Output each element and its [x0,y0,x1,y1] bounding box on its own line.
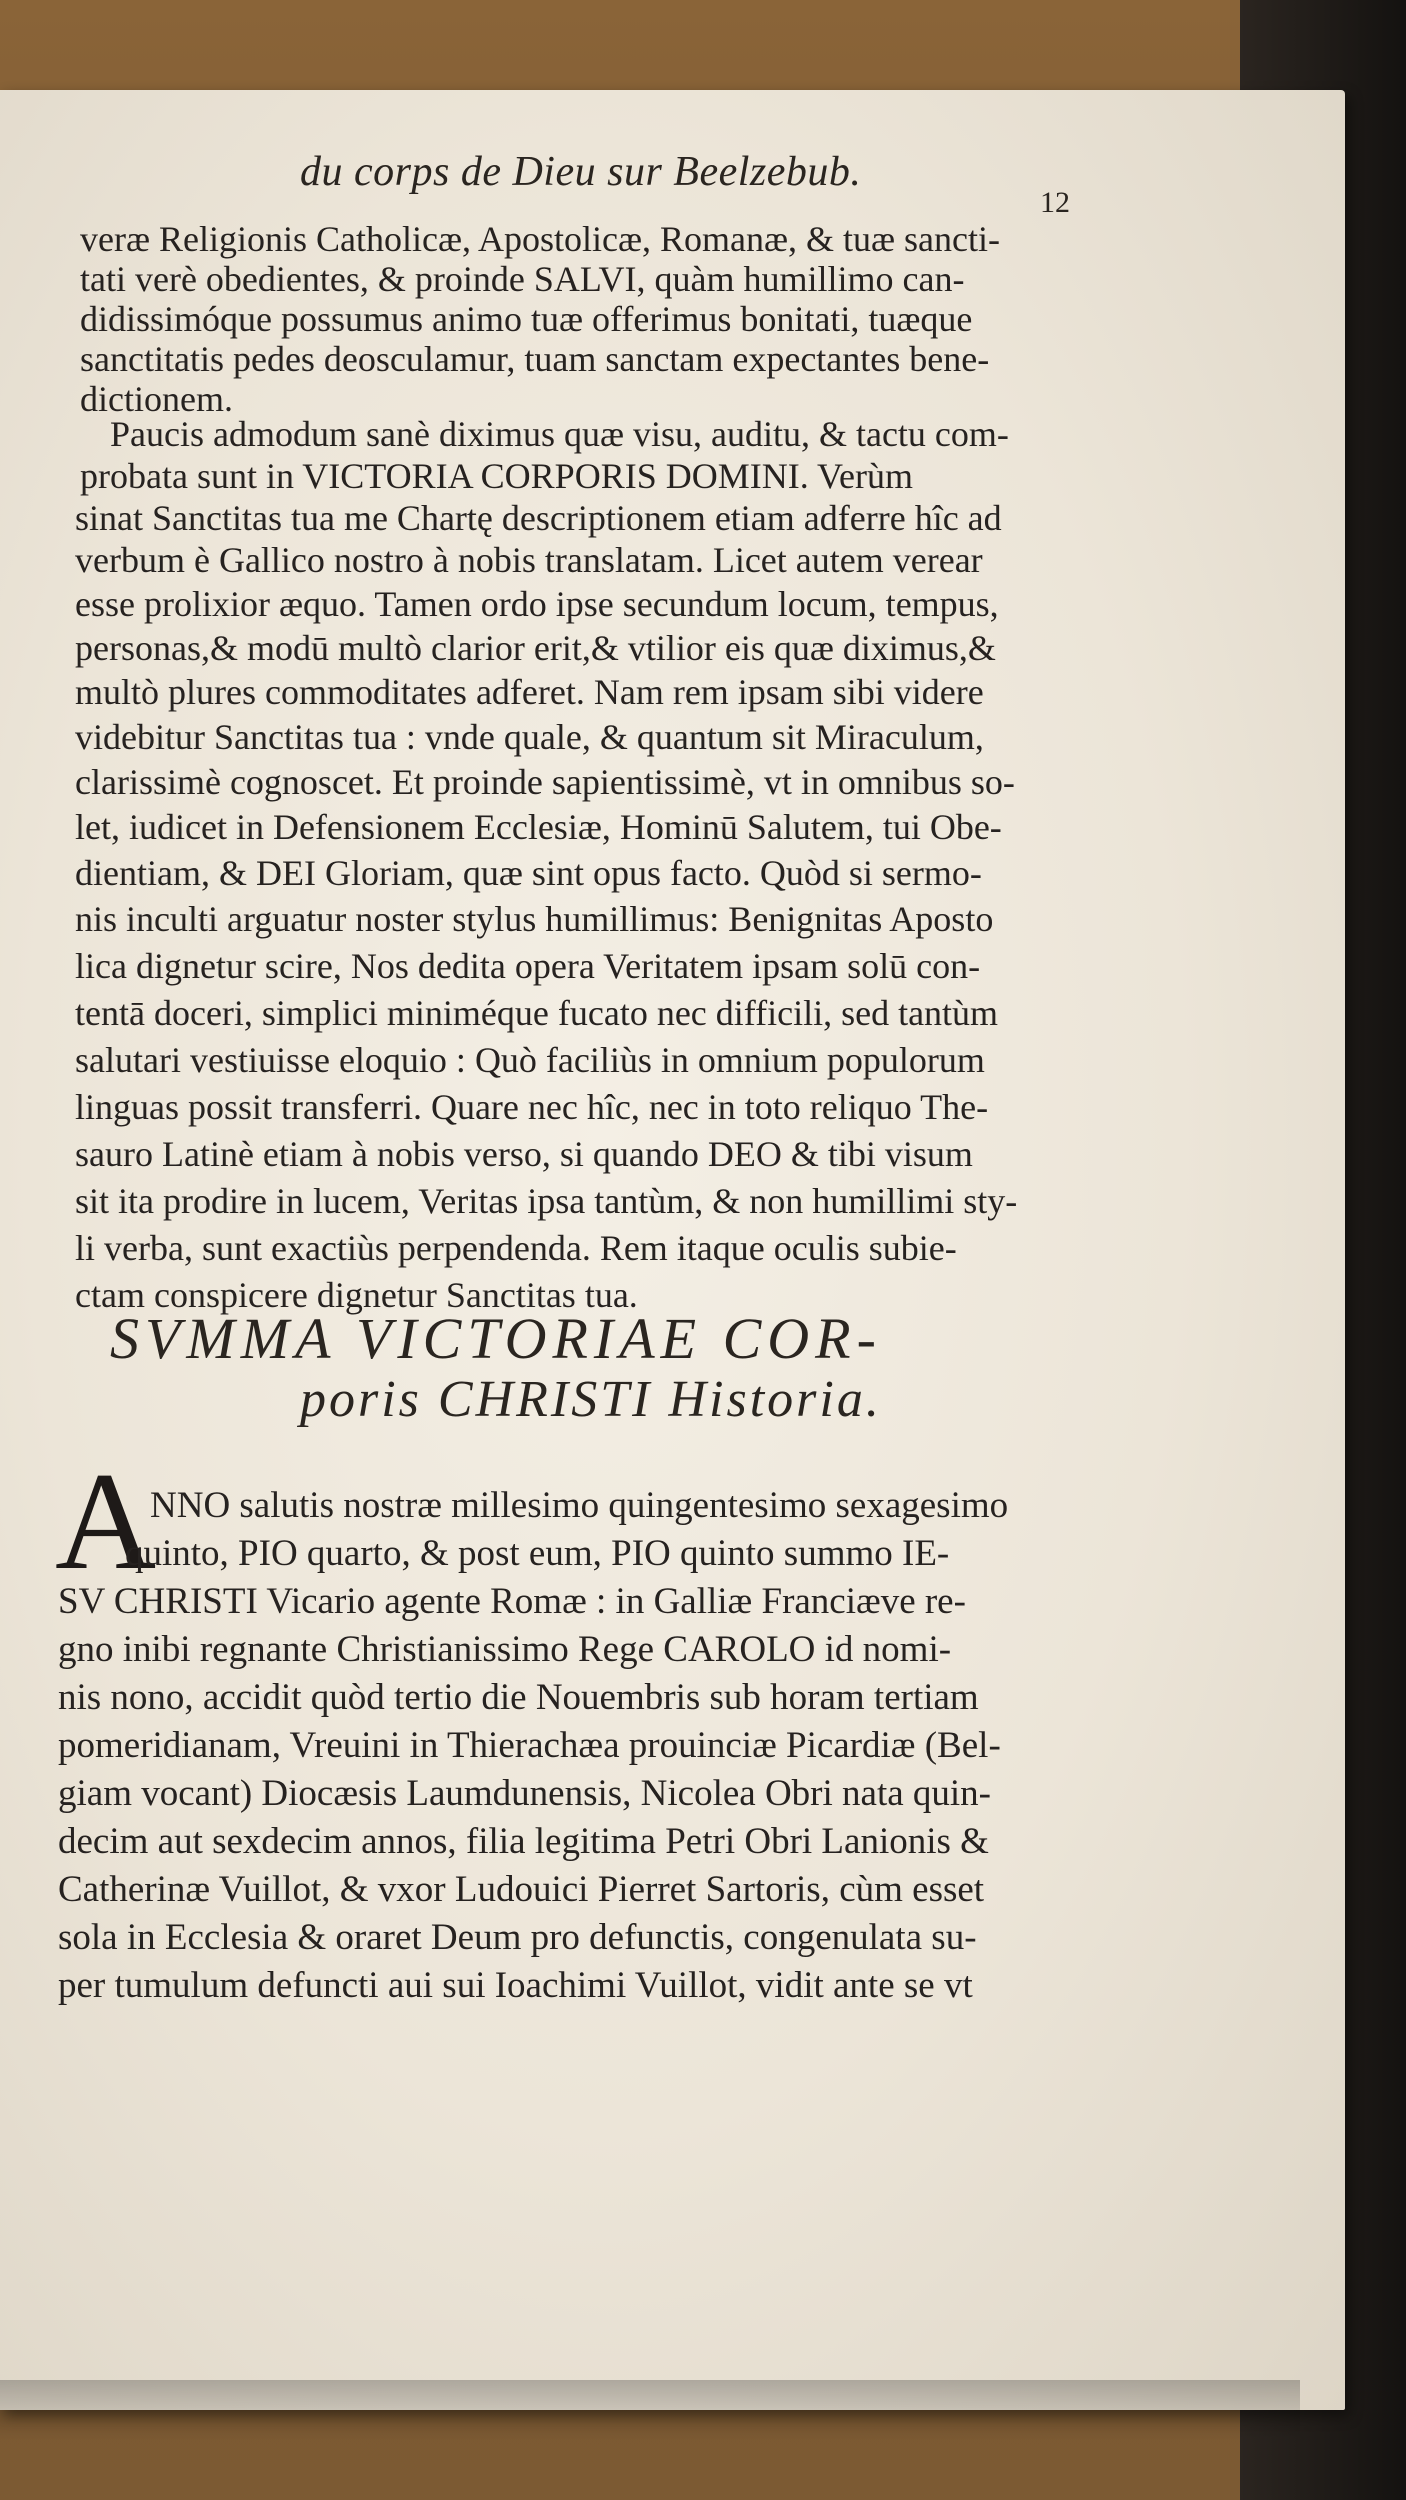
text-line: Paucis admodum sanè diximus quæ visu, auditu, & tactu com- [110,414,1009,454]
drop-cap: A [55,1444,157,1599]
text-line: linguas possit transferri. Quare nec hîc, nec in toto reliquo The- [75,1087,989,1127]
text-line: per tumulum defuncti aui sui Ioachimi Vuillot, vidit ante se vt [58,1965,973,2006]
text-line: nis nono, accidit quòd tertio die Nouembris sub horam tertiam [58,1677,979,1718]
text-line: clarissimè cognoscet. Et proinde sapientissimè, vt in omnibus so- [75,762,1015,802]
text-line: sola in Ecclesia & oraret Deum pro defunctis, congenulata su- [58,1917,977,1958]
text-line: videbitur Sanctitas tua : vnde quale, & quantum sit Miraculum, [75,717,984,757]
text-line: lica dignetur scire, Nos dedita opera Veritatem ipsam solū con- [75,946,981,986]
text-line: sit ita prodire in lucem, Veritas ipsa tantùm, & non humillimi sty- [75,1181,1018,1221]
text-line: multò plures commoditates adferet. Nam rem ipsam sibi videre [75,672,984,712]
text-line: nis inculti arguatur noster stylus humillimus: Benignitas Aposto [75,899,994,939]
text-line: Catherinæ Vuillot, & vxor Ludouici Pierret Sartoris, cùm esset [58,1869,985,1910]
text-line: dientiam, & DEI Gloriam, quæ sint opus facto. Quòd si sermo- [75,853,982,893]
text-line: sanctitatis pedes deosculamur, tuam sanctam expectantes bene- [80,339,990,379]
text-line: li verba, sunt exactiùs perpendenda. Rem itaque oculis subie- [75,1228,957,1268]
page-shadow [0,2380,1300,2440]
text-line: decim aut sexdecim annos, filia legitima Petri Obri Lanionis & [58,1821,989,1862]
text-line: NNO salutis nostræ millesimo quingentesimo sexagesimo [150,1485,1009,1526]
text-line: sauro Latinè etiam à nobis verso, si quando DEO & tibi visum [75,1134,973,1174]
text-line: tentā doceri, simplici miniméque fucato nec difficili, sed tantùm [75,993,999,1033]
text-line: personas,& modū multò clarior erit,& vtilior eis quæ diximus,& [75,628,996,668]
text-line: verbum è Gallico nostro à nobis translatam. Licet autem verear [75,540,983,580]
text-line: salutari vestiuisse eloquio : Quò faciliùs in omnium populorum [75,1040,985,1080]
text-line: probata sunt in VICTORIA CORPORIS DOMINI. Verùm [80,456,914,496]
running-head: du corps de Dieu sur Beelzebub. [300,149,862,195]
text-line: tati verè obedientes, & proinde SALVI, quàm humillimo can- [80,259,965,299]
text-line: veræ Religionis Catholicæ, Apostolicæ, Romanæ, & tuæ sancti- [80,219,1000,259]
text-line: giam vocant) Diocæsis Laumdunensis, Nicolea Obri nata quin- [58,1773,992,1814]
text-line: gno inibi regnante Christianissimo Rege CAROLO id nomi- [58,1629,952,1670]
section-heading-line-2: poris CHRISTI Historia. [300,1371,882,1428]
page-number: 12 [1040,186,1070,219]
text-line: dictionem. [80,379,233,419]
section-heading-line-1: SVMMA VICTORIAE COR- [110,1306,882,1371]
text-line: esse prolixior æquo. Tamen ordo ipse secundum locum, tempus, [75,584,999,624]
text-line: pomeridianam, Vreuini in Thierachæa prouinciæ Picardiæ (Bel- [58,1725,1001,1766]
text-line: SV CHRISTI Vicario agente Romæ : in Galliæ Franciæve re- [58,1581,966,1622]
text-line: didissimóque possumus animo tuæ offerimus bonitati, tuæque [80,299,973,339]
text-line: sinat Sanctitas tua me Chartę descriptionem etiam adferre hîc ad [75,498,1002,538]
text-line: quinto, PIO quarto, & post eum, PIO quinto summo IE- [125,1533,950,1574]
text-line: let, iudicet in Defensionem Ecclesiæ, Hominū Salutem, tui Obe- [75,807,1002,847]
text-line: ctam conspicere dignetur Sanctitas tua. [75,1275,638,1315]
